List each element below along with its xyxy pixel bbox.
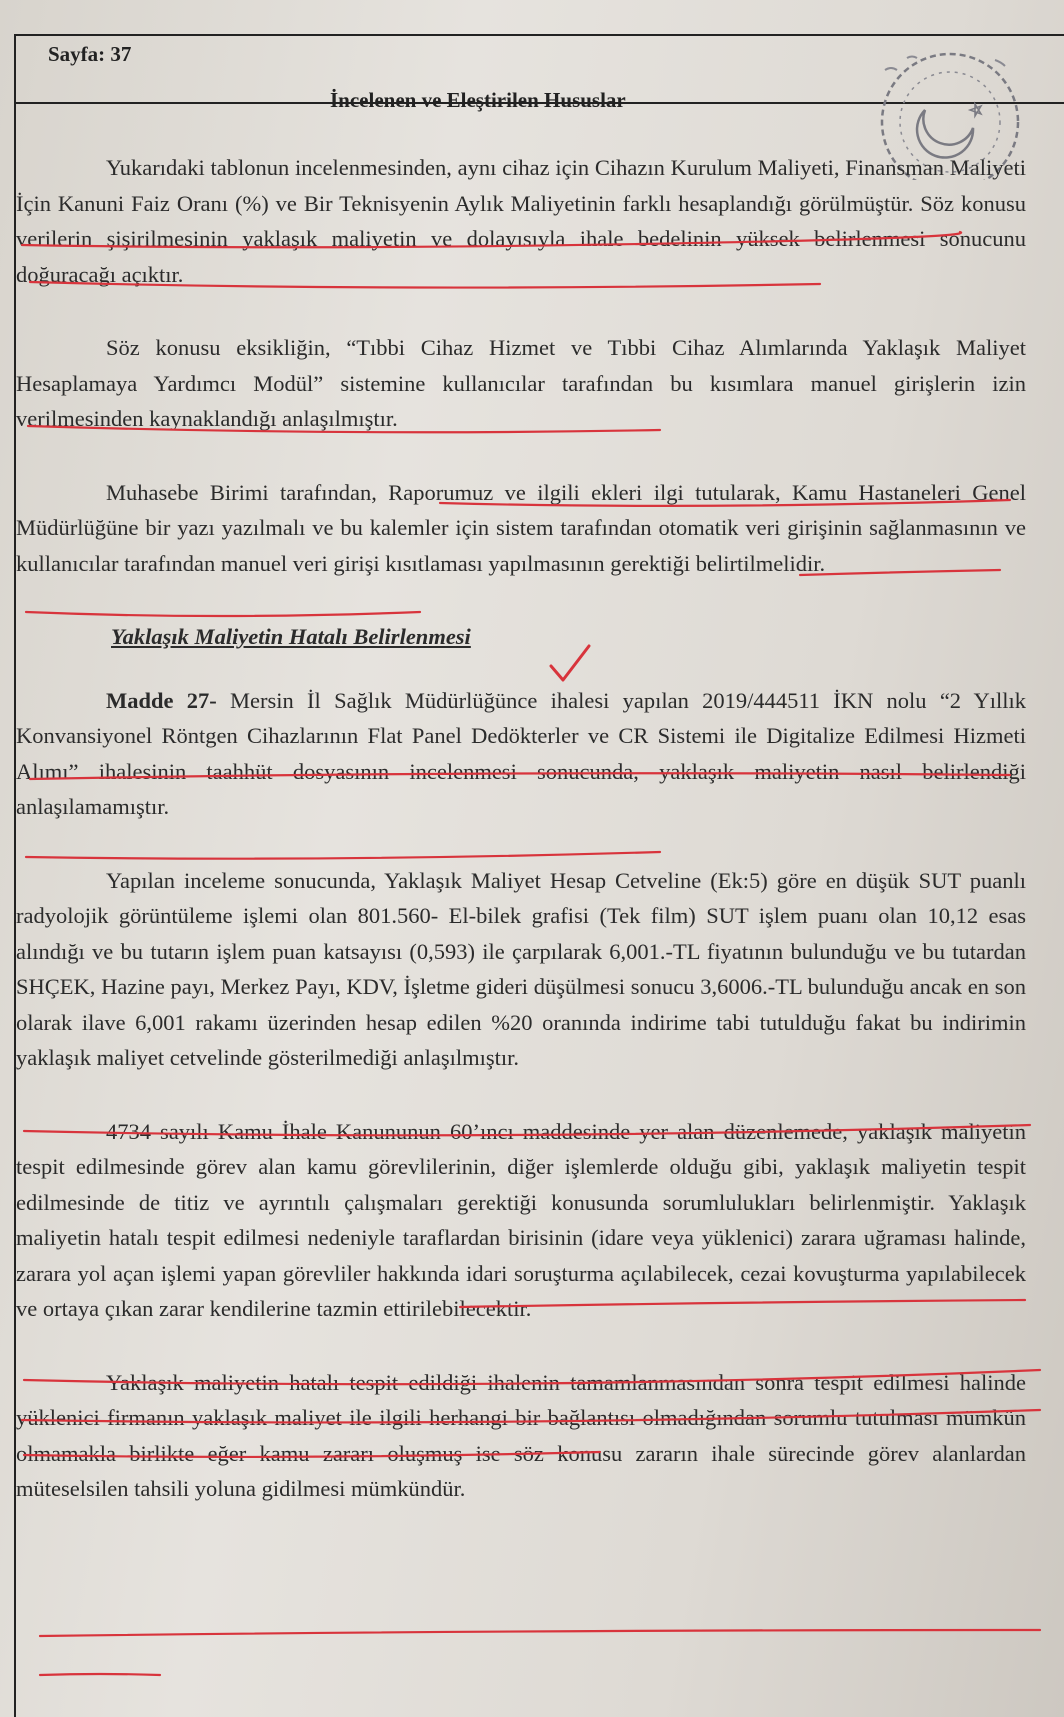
paragraph-5: Yapılan inceleme sonucunda, Yaklaşık Maliyet Hesap Cetveline (Ek:5) göre en düşük SUT puanlı radyolojik görüntüleme işlemi olan 801.560- El-bilek grafisi (Tek film) SUT işlem puanı olan 10,12 esas alındığı ve bu tutarın işlem puan katsayısı (0,593) ile çarpılarak 6,001.-TL fiyatının bulunduğu ve bu tutardan SHÇEK, Hazine payı, Merkez Payı, KDV, İşletme gideri düşülmesi sonucu 3,6006.-TL bulunduğu ancak en son olarak ilave 6,001 rakamı üzerinden hesap edilen %20 oranında indirime tabi tutulduğu fakat bu indirimin yaklaşık maliyet cetvelinde gösterilmediği anlaşılmıştır. [16, 867, 1026, 1070]
paragraph-madde-27 [16, 683, 1026, 825]
document-body [16, 150, 1026, 1545]
red-checkmark-icon [545, 640, 595, 690]
article-text: Mersin İl Sağlık Müdürlüğünce ihalesi yapılan 2019/444511 İKN nolu “2 Yıllık Konvansiyonel Röntgen Cihazlarının Flat Panel Dedökterler ve CR Sistemi ile Digitalize Edilmesi Hizmeti Alımı” ihalesinin taahhüt dosyasının incelenmesi sonucunda, yaklaşık maliyetin nasıl belirlendiği anlaşılamamıştır. [16, 687, 1026, 819]
page-number: Sayfa: 37 [48, 42, 132, 66]
section-heading: Yaklaşık Maliyetin Hatalı Belirlenmesi [111, 624, 471, 649]
paragraph-2: Söz konusu eksikliğin, “Tıbbi Cihaz Hizmet ve Tıbbi Cihaz Alımlarında Yaklaşık Maliyet Hesaplamaya Yardımcı Modül” sistemine kullanıcılar tarafından bu kısımlara manuel girişlerin izin verilmesinden kaynaklandığı anlaşılmıştır. [16, 335, 1026, 431]
article-label: Madde 27- [106, 687, 217, 713]
paragraph-6: 4734 sayılı Kamu İhale Kanununun 60’ıncı maddesinde yer alan düzenlemede, yaklaşık maliyetin tespit edilmesinde görev alan kamu görevlilerinin, diğer işlemlerde olduğu gibi, yaklaşık maliyetin tespit edilmesinde de titiz ve ayrıntılı çalışmaları gerektiği konusunda sorumlulukları belirlenmiştir. Yaklaşık maliyetin hatalı tespit edilmesi nedeniyle taraflardan birisinin (idare veya yüklenici) zarara uğraması halinde, zarara yol açan işlemi yapan görevliler hakkında idari soruşturma açılabilecek, cezai kovuşturma yapılabilecek ve ortaya çıkan zarar kendilerine tazmin ettirilebilecektir. [16, 1118, 1026, 1321]
paragraph-1: Yukarıdaki tablonun incelenmesinden, aynı cihaz için Cihazın Kurulum Maliyeti, Finansman Maliyeti İçin Kanuni Faiz Oranı (%) ve Bir Teknisyenin Aylık Maliyetinin farklı hesaplandığı görülmüştür. Söz konusu verilerin şişirilmesinin yaklaşık maliyetin ve dolayısıyla ihale bedelinin yüksek belirlenmesi sonucunu doğuracağı açıktır. [16, 155, 1026, 287]
paragraph-7: Yaklaşık maliyetin hatalı tespit edildiği ihalenin tamamlanmasından sonra tespit edilmesi halinde yüklenici firmanın yaklaşık maliyet ile ilgili herhangi bir bağlantısı olmadığından sorumlu tutulması mümkün olmamakla birlikte eğer kamu zararı oluşmuş ise söz konusu zararın ihale sürecinde görev alanlardan müteselsilen tahsili yoluna gidilmesi mümkündür. [16, 1369, 1026, 1501]
page-title: İncelenen ve Eleştirilen Hususlar [330, 88, 626, 112]
paragraph-3: Muhasebe Birimi tarafından, Raporumuz ve ilgili ekleri ilgi tutularak, Kamu Hastaneleri Genel Müdürlüğüne bir yazı yazılmalı ve bu kalemler için sistem tarafından otomatik veri girişinin sağlanmasının ve kullanıcılar tarafından manuel veri girişi kısıtlaması yapılmasının gerektiği belirtilmelidir. [16, 479, 1026, 576]
